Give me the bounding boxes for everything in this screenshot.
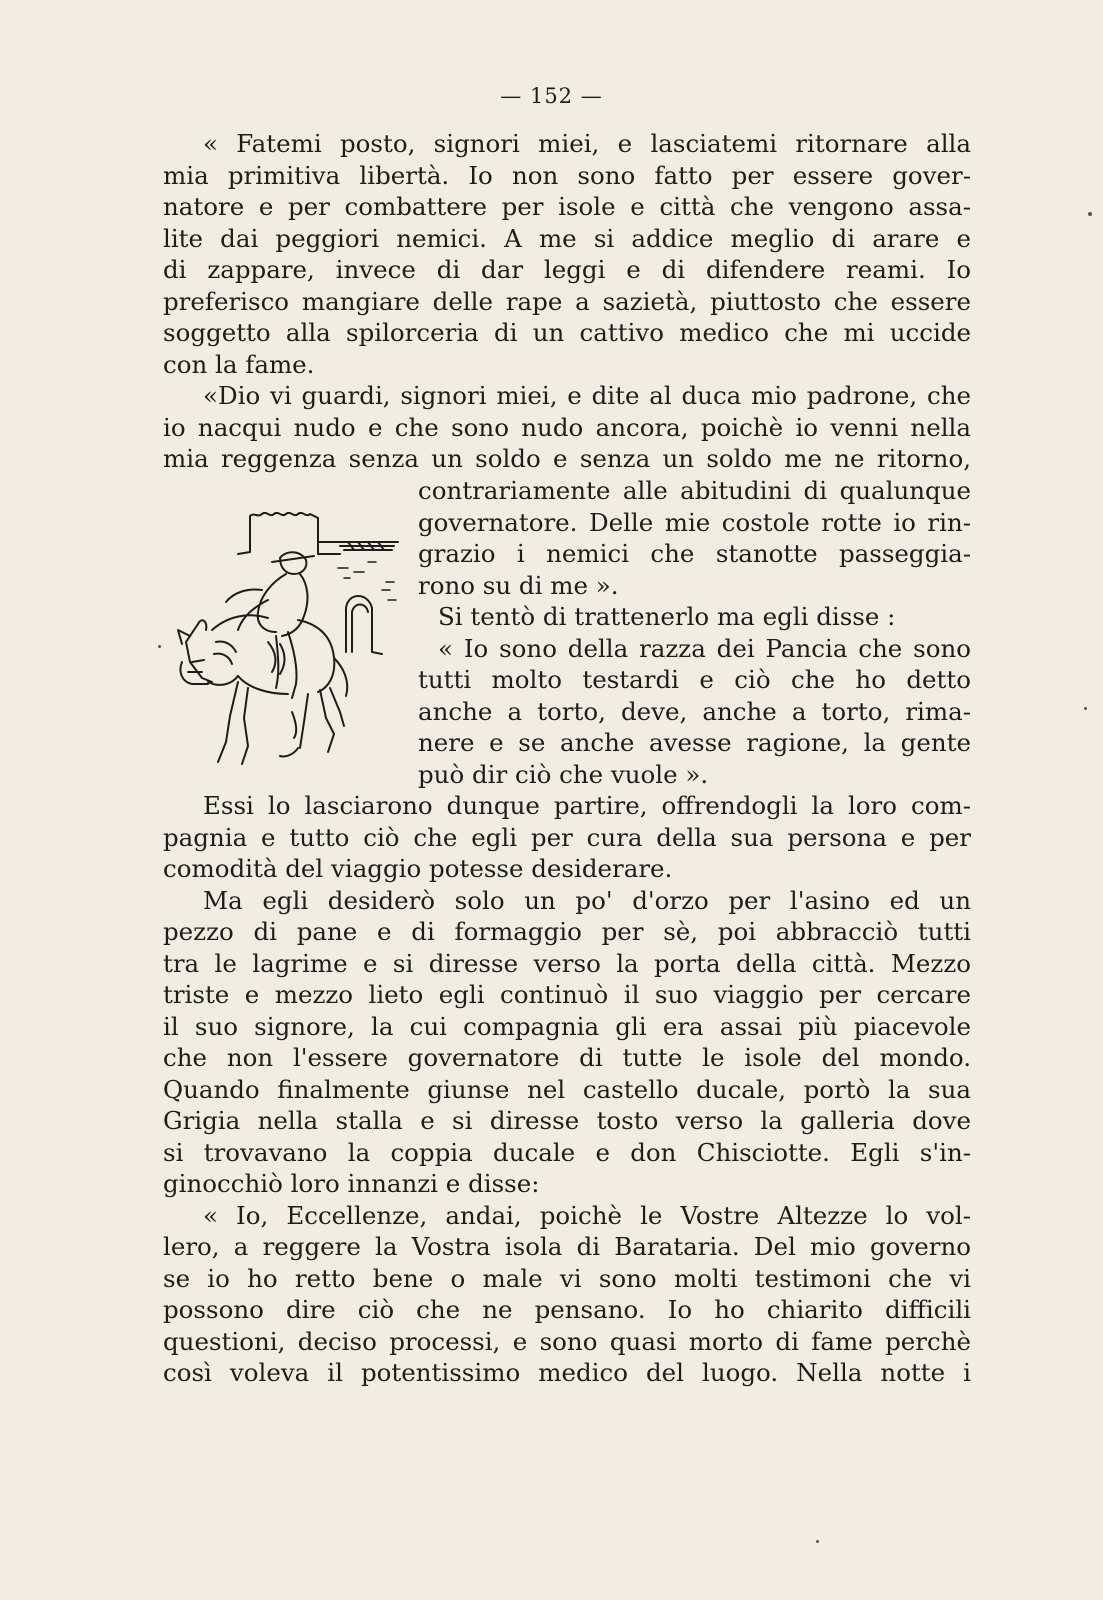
wrap-text-block <box>418 475 971 790</box>
top-text-block <box>163 128 971 475</box>
paper-speck <box>158 645 161 648</box>
page-number: — 152 — <box>500 84 603 108</box>
text-line: « Io, Eccellenze, andai, poichè le Vostre Altezze lo vol- <box>203 1200 971 1230</box>
paper-speck <box>816 1540 819 1543</box>
text-line: io nacqui nudo e che sono nudo ancora, poichè io venni nella <box>163 412 971 442</box>
text-line: lite dai peggiori nemici. A me si addice meglio di arare e <box>163 223 971 253</box>
text-line: Essi lo lasciarono dunque partire, offrendogli la loro com- <box>203 791 971 820</box>
text-line: grazio i nemici che stanotte passeggia- <box>418 539 971 568</box>
text-line: che non l'essere governatore di tutte le isole del mondo. <box>163 1043 971 1072</box>
text-line: « Fatemi posto, signori miei, e lasciatemi ritornare alla <box>203 129 971 158</box>
text-line: «Dio vi guardi, signori miei, e dite al duca mio padrone, che <box>203 381 971 410</box>
text-line: si trovavano la coppia ducale e don Chisciotte. Egli s'in- <box>163 1137 971 1167</box>
text-line: ginocchiò loro innanzi e disse: <box>163 1169 540 1198</box>
text-line: anche a torto, deve, anche a torto, rima- <box>418 696 971 726</box>
text-line: natore e per combattere per isole e città che vengono assa- <box>163 192 971 221</box>
text-line: se io ho retto bene o male vi sono molti testimoni che vi <box>163 1263 971 1293</box>
text-line: così voleva il potentissimo medico del luogo. Nella notte i <box>163 1358 971 1387</box>
text-line: rono su di me ». <box>418 570 619 600</box>
text-line: preferisco mangiare delle rape a sazietà, piuttosto che essere <box>163 286 971 316</box>
text-line: con la fame. <box>163 349 315 379</box>
donkey-rider-illustration <box>168 512 408 770</box>
text-line: contrariamente alle abitudini di qualunque <box>418 476 971 505</box>
text-line: lero, a reggere la Vostra isola di Barataria. Del mio governo <box>163 1232 971 1261</box>
text-line: può dir ciò che vuole ». <box>418 759 709 789</box>
text-line: mia reggenza senza un soldo e senza un soldo me ne ritorno, <box>163 444 971 473</box>
text-line: Grigia nella stalla e si diresse tosto verso la galleria dove <box>163 1106 971 1135</box>
text-line: il suo signore, la cui compagnia gli era assai più piacevole <box>163 1011 971 1041</box>
text-line: mia primitiva libertà. Io non sono fatto per essere gover- <box>163 160 971 190</box>
text-line: questioni, deciso processi, e sono quasi morto di fame perchè <box>163 1326 971 1356</box>
text-line: pezzo di pane e di formaggio per sè, poi abbracciò tutti <box>163 917 971 946</box>
text-line: tra le lagrime e si diresse verso la porta della città. Mezzo <box>163 948 971 978</box>
text-line: Quando finalmente giunse nel castello ducale, portò la sua <box>163 1074 971 1104</box>
text-line: Si tentò di trattenerlo ma egli disse : <box>438 602 896 631</box>
text-line: governatore. Delle mie costole rotte io rin- <box>418 507 971 537</box>
text-line: soggetto alla spilorceria di un cattivo medico che mi uccide <box>163 318 971 347</box>
text-line: possono dire ciò che ne pensano. Io ho chiarito difficili <box>163 1295 971 1324</box>
paper-speck <box>1084 707 1087 710</box>
text-line: Ma egli desiderò solo un po' d'orzo per l'asino ed un <box>203 885 971 915</box>
text-line: nere e se anche avesse ragione, la gente <box>418 728 971 757</box>
text-line: pagnia e tutto ciò che egli per cura della sua persona e per <box>163 822 971 852</box>
text-line: triste e mezzo lieto egli continuò il suo viaggio per cercare <box>163 980 971 1009</box>
text-line: « Io sono della razza dei Pancia che sono <box>438 633 971 663</box>
text-line: di zappare, invece di dar leggi e di difendere reami. Io <box>163 255 971 284</box>
bottom-text-block <box>163 790 971 1389</box>
text-line: tutti molto testardi e ciò che ho detto <box>418 665 971 694</box>
text-line: comodità del viaggio potesse desiderare. <box>163 854 673 883</box>
paper-speck <box>1088 212 1092 216</box>
